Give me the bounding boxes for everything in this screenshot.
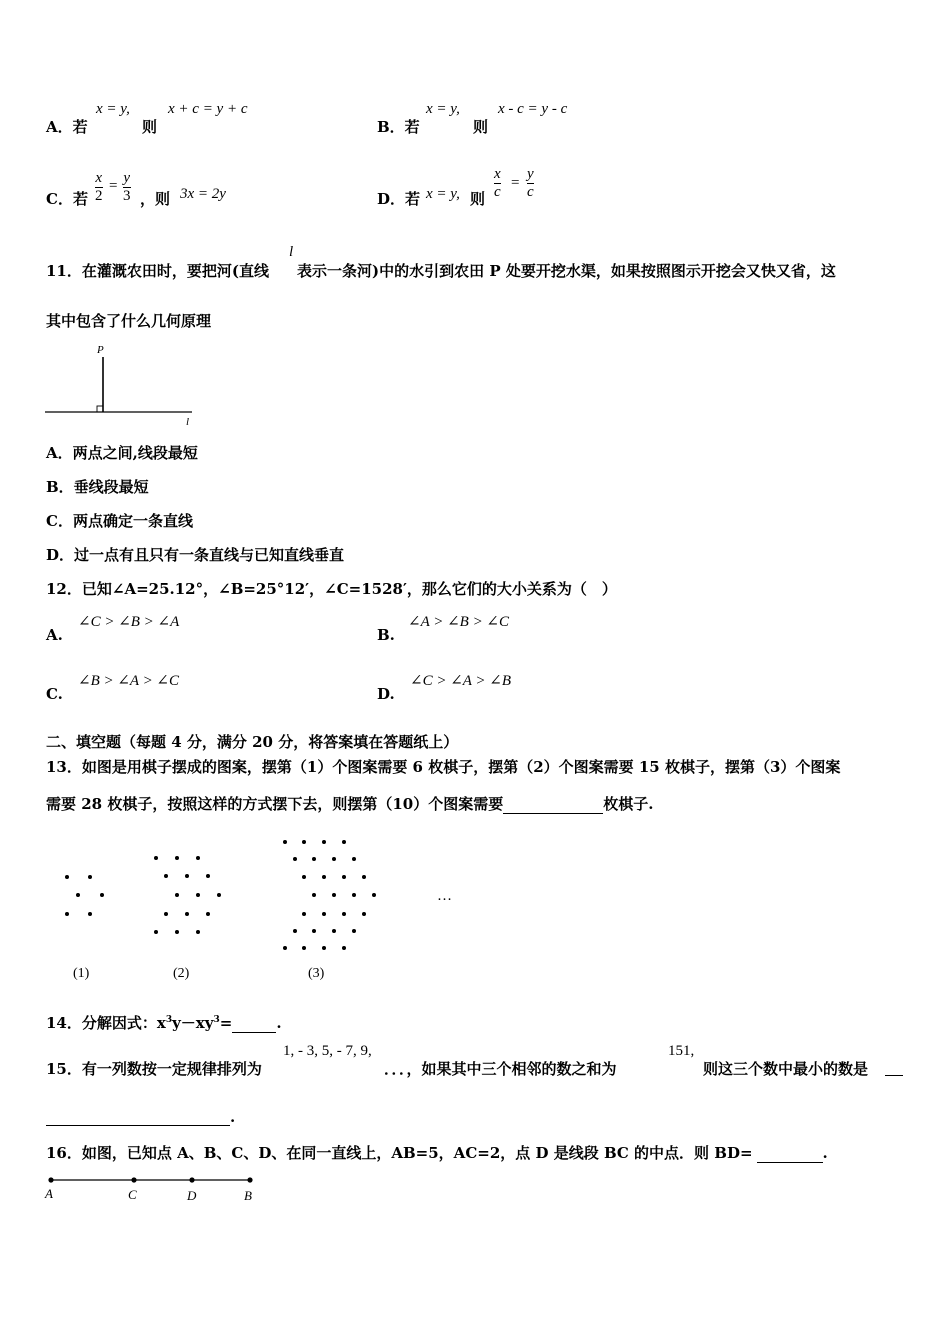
q10-d-lhs: x = y,	[426, 186, 460, 202]
denominator: c	[527, 184, 534, 200]
q14-text-2: y－xy	[172, 1014, 214, 1032]
q13-stem-line2	[46, 793, 653, 814]
q11-option-a: A．两点之间,线段最短	[46, 444, 198, 462]
q11-stem-part2: 表示一条河)中的水引到农田 P 处要开挖水渠，如果按照图示开挖会又快又省，这	[297, 262, 836, 280]
q16-figure	[40, 1172, 270, 1212]
q11-option-d: D．过一点有且只有一条直线与已知直线垂直	[46, 546, 345, 564]
q10-d-label: D．若	[377, 190, 421, 208]
q14-exponent-2: 3	[213, 1015, 220, 1025]
denominator: c	[494, 184, 501, 200]
q13-ellipsis: …	[437, 888, 452, 904]
q13-stem-line1: 13．如图是用棋子摆成的图案，摆第（1）个图案需要 6 枚棋子，摆第（2）个图案需要 15 枚棋子，摆第（3）个图案	[46, 758, 841, 776]
label-p: P	[97, 344, 104, 356]
q12-d-expr: ∠C > ∠A > ∠B	[410, 673, 512, 689]
question-14	[46, 1012, 282, 1033]
q14-text-3: =	[219, 1014, 233, 1032]
right-angle-mark	[97, 406, 103, 412]
pattern-label-1: (1)	[73, 966, 90, 981]
q10-b-rhs: x - c = y - c	[498, 101, 568, 117]
q13-stem-line2-text: 需要 28 枚棋子，按照这样的方式摆下去，则摆第（10）个图案需要	[46, 795, 504, 813]
q12-b-label: B.	[377, 626, 395, 644]
q15-stem-part3: 则这三个数中最小的数是	[703, 1060, 869, 1078]
label-d: D	[187, 1188, 197, 1203]
numerator: y	[123, 170, 131, 186]
q11-stem-part1: 11．在灌溉农田时，要把河(直线	[46, 262, 269, 280]
pattern-label-2: (2)	[173, 966, 190, 981]
q11-variable-l: l	[289, 244, 294, 260]
pattern-1	[65, 875, 104, 916]
q16-stem-text: 16．如图，已知点 A、B、C、D、在同一直线上，AB=5，AC=2，点 D 是线段 BC 的中点．则 BD=	[46, 1144, 753, 1162]
q12-c-label: C.	[46, 685, 63, 703]
denominator: 3	[123, 188, 131, 204]
q16-stem	[46, 1142, 828, 1163]
numerator: y	[527, 166, 534, 182]
label-l: l	[186, 416, 190, 428]
q14-end: .	[276, 1014, 282, 1032]
q15-stem-part1: 15．有一列数按一定规律排列为	[46, 1060, 262, 1078]
q16-end: .	[822, 1144, 828, 1162]
q14-text-1: 14．分解因式：x	[46, 1014, 166, 1032]
q12-a-label: A.	[46, 626, 63, 644]
q11-option-c: C．两点确定一条直线	[46, 512, 193, 530]
pattern-2	[154, 856, 221, 934]
q10-c-mid: ，则	[140, 190, 171, 208]
q15-sequence: 1, - 3, 5, - 7, 9,	[283, 1043, 372, 1059]
point-d	[189, 1177, 194, 1182]
q10-c-fraction-1	[95, 170, 103, 205]
pattern-3	[283, 840, 376, 950]
q15-stem-part2: ．．．，如果其中三个相邻的数之和为	[384, 1060, 617, 1078]
q15-answer-blank[interactable]	[46, 1109, 230, 1126]
q16-answer-blank[interactable]	[757, 1162, 823, 1163]
q10-c-label: C．若	[46, 190, 88, 208]
point-a	[48, 1177, 53, 1182]
q14-exponent-1: 3	[165, 1015, 173, 1025]
q15-sum: 151,	[668, 1043, 695, 1059]
q10-d-fraction-2	[527, 166, 534, 201]
q12-stem: 12．已知∠A=25.12°，∠B=25°12′，∠C=1528′，那么它们的大小关系为（ ）	[46, 580, 617, 598]
q10-a-mid: 则	[142, 118, 158, 136]
q14-answer-blank[interactable]	[232, 1032, 276, 1033]
pattern-label-3: (3)	[308, 966, 325, 981]
q10-a-lhs: x = y,	[96, 101, 130, 117]
q11-figure	[40, 340, 200, 430]
q10-b-mid: 则	[473, 118, 489, 136]
q10-c-fraction-2	[123, 170, 131, 205]
point-c	[131, 1177, 136, 1182]
label-a: A	[45, 1186, 53, 1201]
numerator: x	[95, 170, 103, 186]
q11-option-b: B．垂线段最短	[46, 478, 149, 496]
q12-c-expr: ∠B > ∠A > ∠C	[78, 673, 180, 689]
q10-a-label: A．若	[46, 118, 88, 136]
q13-stem-line2-end: 枚棋子.	[603, 795, 654, 813]
q10-a-rhs: x + c = y + c	[168, 101, 248, 117]
point-b	[247, 1177, 252, 1182]
q10-b-lhs: x = y,	[426, 101, 460, 117]
q15-end: .	[230, 1108, 236, 1126]
q15-answer-line	[46, 1108, 235, 1126]
denominator: 2	[95, 188, 103, 204]
q10-d-equals: =	[511, 175, 520, 191]
q10-d-mid: 则	[470, 190, 486, 208]
label-c: C	[128, 1187, 137, 1202]
section-2-heading: 二、填空题（每题 4 分，满分 20 分，将答案填在答题纸上）	[46, 733, 459, 751]
q11-stem-line2: 其中包含了什么几何原理	[46, 312, 212, 330]
q15-answer-blank-start[interactable]	[885, 1060, 903, 1076]
q13-figure	[40, 830, 470, 990]
q12-a-expr: ∠C > ∠B > ∠A	[78, 614, 180, 630]
label-b: B	[244, 1188, 252, 1203]
q10-b-label: B．若	[377, 118, 420, 136]
q13-answer-blank[interactable]	[503, 813, 603, 814]
q10-c-equals: =	[109, 178, 118, 194]
q12-b-expr: ∠A > ∠B > ∠C	[408, 614, 510, 630]
q10-c-rhs: 3x = 2y	[180, 186, 226, 202]
q12-d-label: D.	[377, 685, 395, 703]
numerator: x	[494, 166, 501, 182]
q10-d-fraction-1	[494, 166, 501, 201]
